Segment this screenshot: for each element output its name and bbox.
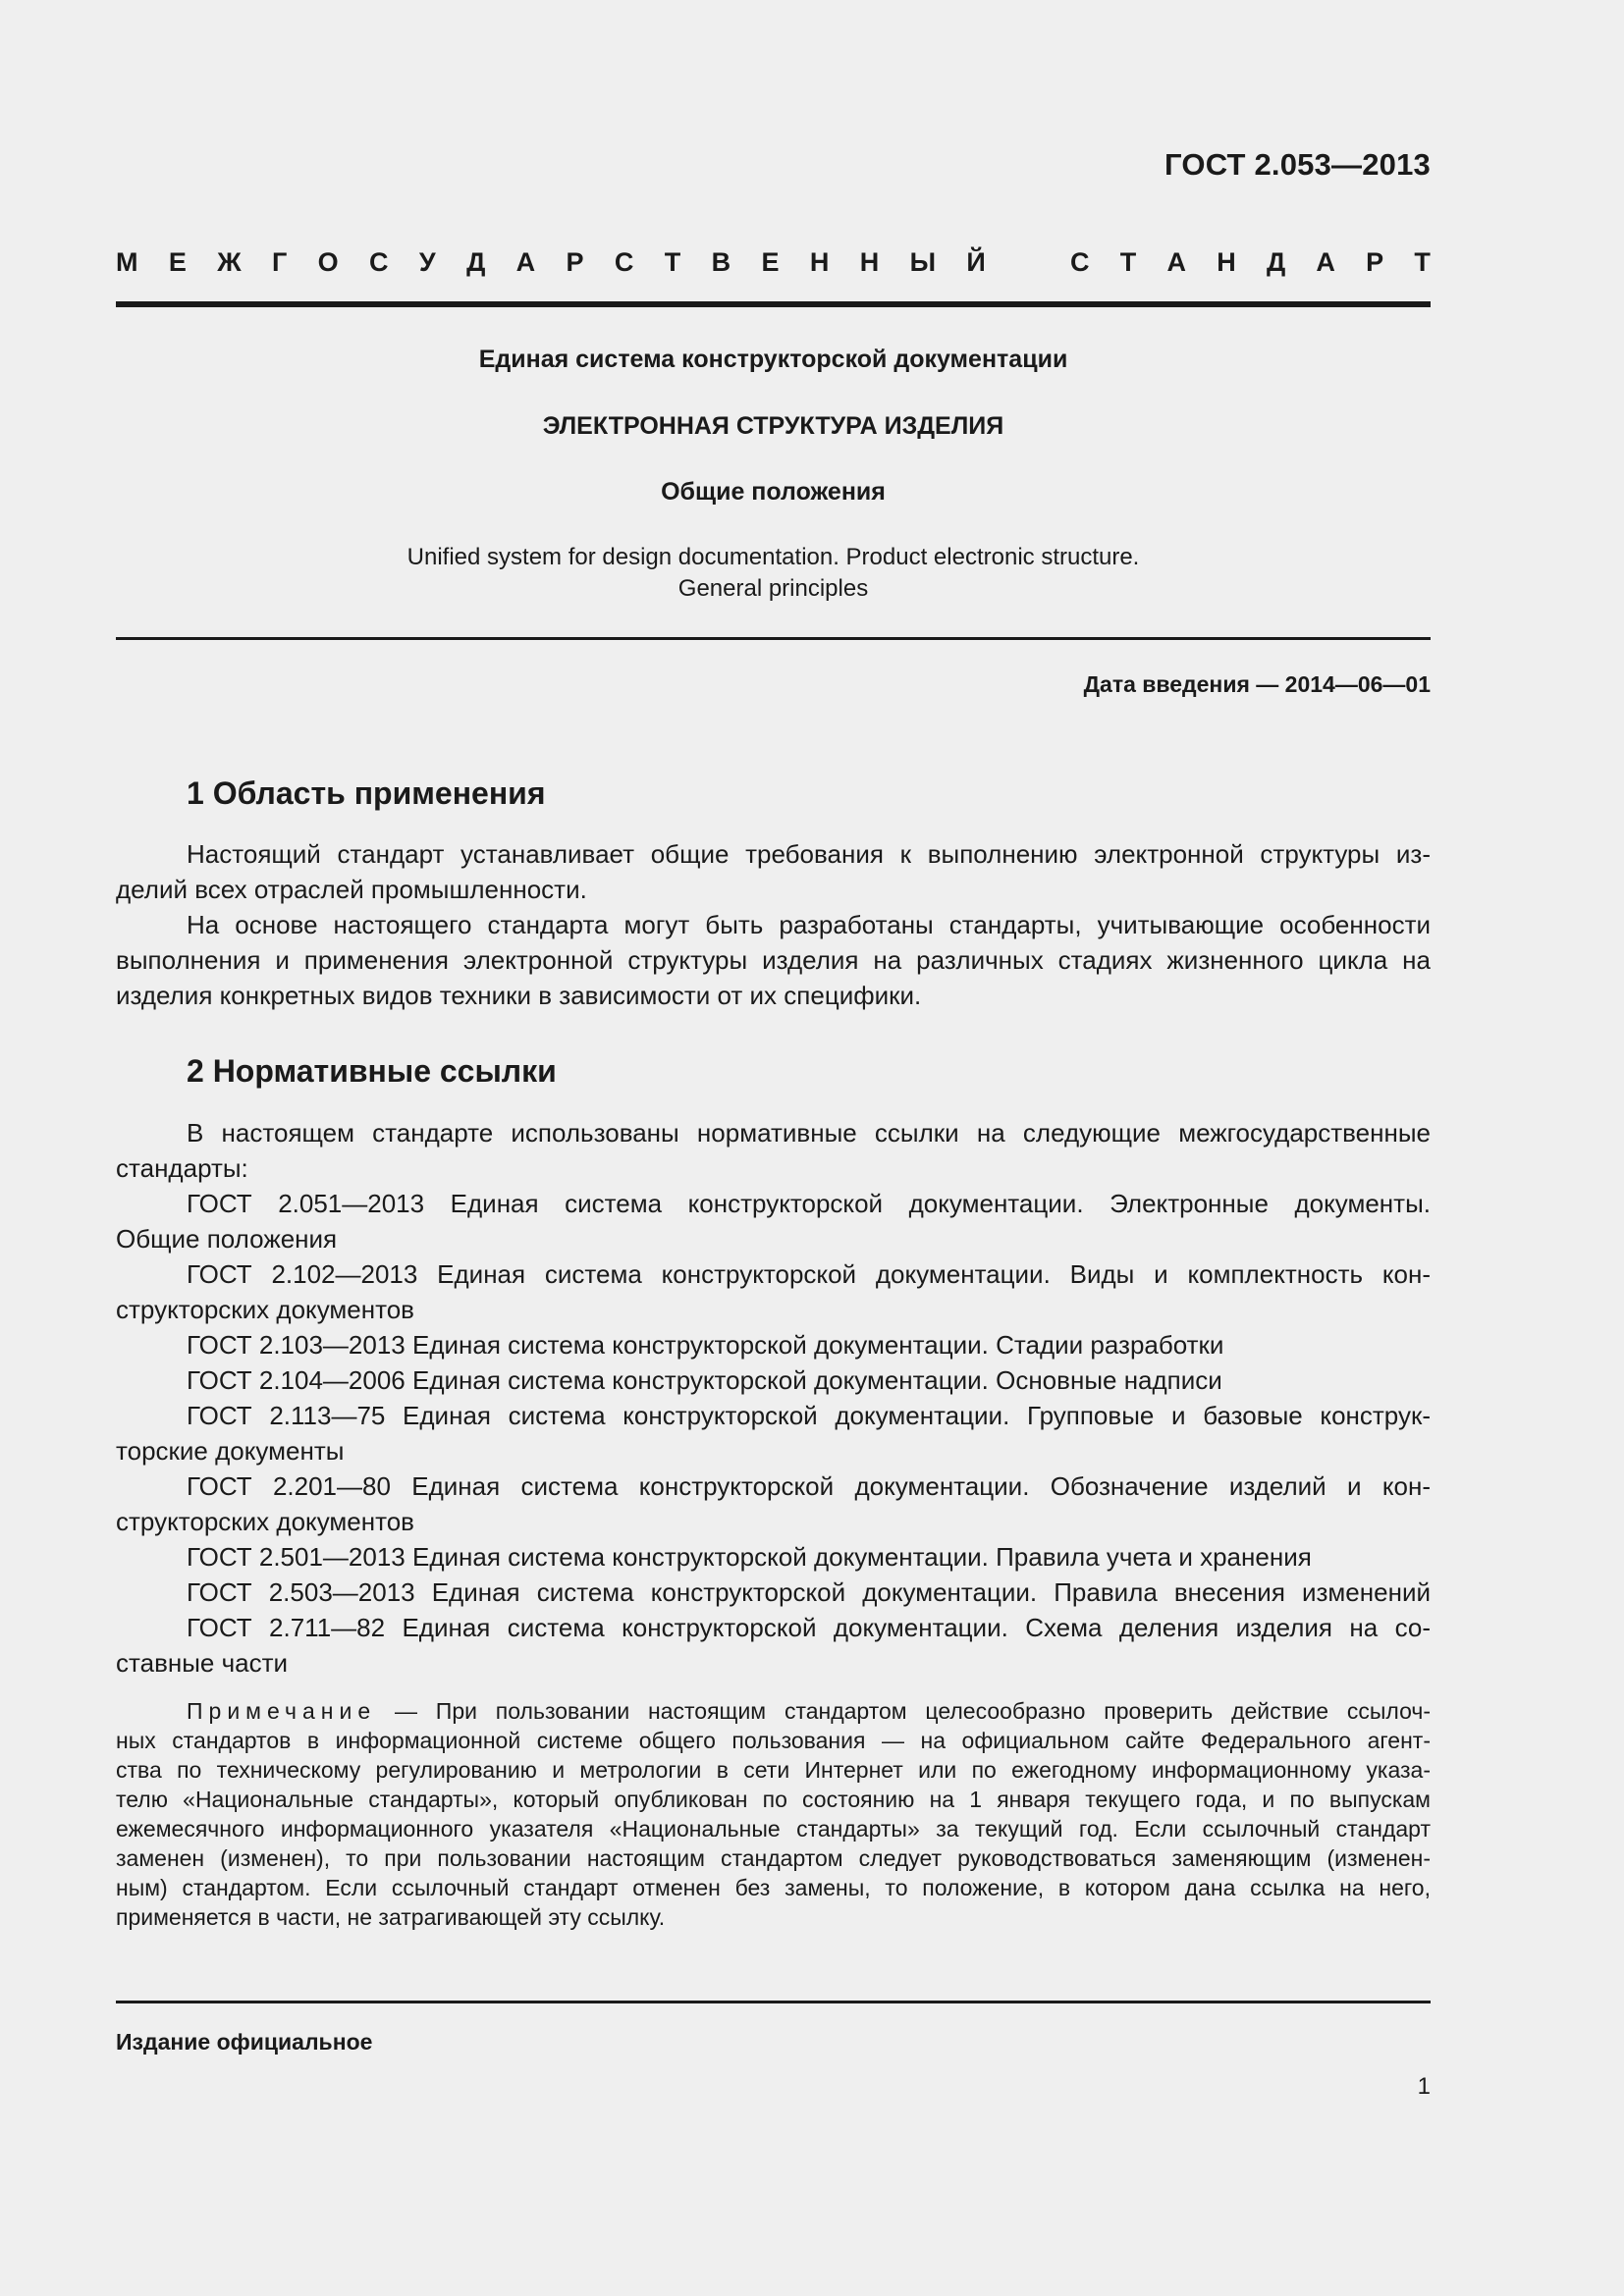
note-line: ным) стандартом. Если ссылочный стандарт отменен без замены, то положение, в котором дана ссылка на него, <box>116 1875 1431 1900</box>
banner-letter: М <box>116 247 138 277</box>
text-line: выполнения и применения электронной структуры изделия на различных стадиях жизненного цикла на <box>116 945 1431 975</box>
page-number: 1 <box>1417 2073 1431 2100</box>
text-line: В настоящем стандарте использованы нормативные ссылки на следующие межгосударственные <box>187 1118 1431 1148</box>
reference-line: ГОСТ 2.501—2013 Единая система конструкторской документации. Правила учета и хранения <box>187 1542 1312 1572</box>
banner-letter: Е <box>761 247 780 277</box>
banner-letter: Р <box>566 247 584 277</box>
footer-rule <box>116 2001 1431 2003</box>
text-line: стандарты: <box>116 1153 248 1183</box>
reference-line: ГОСТ 2.711—82 Единая система конструкторской документации. Схема деления изделия на со- <box>187 1613 1431 1642</box>
section-2-body <box>116 1115 1431 1681</box>
document-title: ЭЛЕКТРОННАЯ СТРУКТУРА ИЗДЕЛИЯ <box>542 412 1004 440</box>
banner-letter: Д <box>1266 247 1286 277</box>
banner-letter: Ы <box>909 247 937 277</box>
banner-letter: О <box>317 247 339 277</box>
reference-line: ГОСТ 2.104—2006 Единая система конструкторской документации. Основные надписи <box>187 1365 1222 1395</box>
note-line: применяется в части, не затрагивающей эту ссылку. <box>116 1904 666 1930</box>
banner-letter: Й <box>966 247 986 277</box>
reference-line: ГОСТ 2.102—2013 Единая система конструкторской документации. Виды и комплектность кон- <box>187 1259 1431 1289</box>
banner-letter: А <box>1316 247 1335 277</box>
banner-letter: Н <box>1217 247 1236 277</box>
banner-letter: С <box>614 247 634 277</box>
banner-letter: Ж <box>217 247 242 277</box>
reference-line: ГОСТ 2.201—80 Единая система конструкторской документации. Обозначение изделий и кон- <box>187 1471 1431 1501</box>
banner-letter: Т <box>664 247 681 277</box>
section-2-heading: 2 Нормативные ссылки <box>187 1053 557 1089</box>
reference-line: ГОСТ 2.503—2013 Единая система конструкторской документации. Правила внесения изменений <box>187 1577 1431 1607</box>
note-line: Примечание — При пользовании настоящим стандартом целесообразно проверить действие ссылоч- <box>187 1698 1431 1724</box>
reference-line: торские документы <box>116 1436 345 1466</box>
document-page <box>116 0 1431 2296</box>
banner-letter: Т <box>1119 247 1137 277</box>
banner-letter: С <box>369 247 389 277</box>
standard-type-banner <box>116 247 1431 278</box>
text-line: изделия конкретных видов техники в зависимости от их специфики. <box>116 981 922 1010</box>
note-label: Примечание <box>187 1698 377 1724</box>
english-title-line-1: Unified system for design documentation. Product electronic structure. <box>406 544 1140 570</box>
english-title-line-2: General principles <box>677 575 869 602</box>
banner-letter: Р <box>1366 247 1384 277</box>
banner-letter: Е <box>168 247 187 277</box>
section-1-heading: 1 Область применения <box>187 775 546 811</box>
text-line: На основе настоящего стандарта могут быть разработаны стандарты, учитывающие особенности <box>187 910 1431 939</box>
official-edition-label: Издание официальное <box>116 2029 373 2055</box>
english-title <box>116 542 1431 605</box>
introduction-date: Дата введения — 2014—06—01 <box>1083 671 1431 697</box>
header-rule <box>116 301 1431 307</box>
reference-line: структорских документов <box>116 1507 414 1536</box>
banner-letter: Д <box>466 247 486 277</box>
banner-letter: Г <box>272 247 288 277</box>
banner-letter: С <box>1070 247 1090 277</box>
title-rule <box>116 637 1431 640</box>
section-1-body <box>116 836 1431 1013</box>
reference-line: структорских документов <box>116 1295 414 1324</box>
text-line: Настоящий стандарт устанавливает общие требования к выполнению электронной структуры из- <box>187 839 1431 869</box>
note-line: ства по техническому регулированию и метрологии в сети Интернет или по ежегодному информационному указа- <box>116 1757 1431 1783</box>
note-line: телю «Национальные стандарты», который опубликован по состоянию на 1 января текущего года, и по выпускам <box>116 1787 1431 1812</box>
text-line: делий всех отраслей промышленности. <box>116 875 587 904</box>
system-title: Единая система конструкторской документации <box>478 346 1068 373</box>
note-block <box>116 1696 1431 1932</box>
note-line: ежемесячного информационного указателя «Национальные стандарты» за текущий год. Если ссылочный стандарт <box>116 1816 1431 1842</box>
banner-letter: У <box>418 247 436 277</box>
reference-line: Общие положения <box>116 1224 338 1254</box>
banner-letter: Т <box>1414 247 1431 277</box>
standard-number: ГОСТ 2.053—2013 <box>1164 147 1431 182</box>
note-line: ных стандартов в информационной системе общего пользования — на официальном сайте Федерального агент- <box>116 1728 1431 1753</box>
reference-line: ГОСТ 2.113—75 Единая система конструкторской документации. Групповые и базовые конструк- <box>187 1401 1431 1430</box>
standard-type-word-2 <box>1070 247 1431 278</box>
banner-letter: А <box>1166 247 1186 277</box>
note-line: заменен (изменен), то при пользовании настоящим стандартом следует руководствоваться заменяющим (изменен- <box>116 1845 1431 1871</box>
banner-letter: Н <box>859 247 880 277</box>
reference-line: ставные части <box>116 1648 289 1678</box>
banner-letter: А <box>515 247 536 277</box>
banner-letter: Н <box>809 247 830 277</box>
banner-letter: В <box>711 247 731 277</box>
document-subtitle: Общие положения <box>661 478 886 506</box>
reference-line: ГОСТ 2.103—2013 Единая система конструкторской документации. Стадии разработки <box>187 1330 1224 1360</box>
standard-type-word-1 <box>116 247 986 278</box>
reference-line: ГОСТ 2.051—2013 Единая система конструкторской документации. Электронные документы. <box>187 1189 1431 1218</box>
